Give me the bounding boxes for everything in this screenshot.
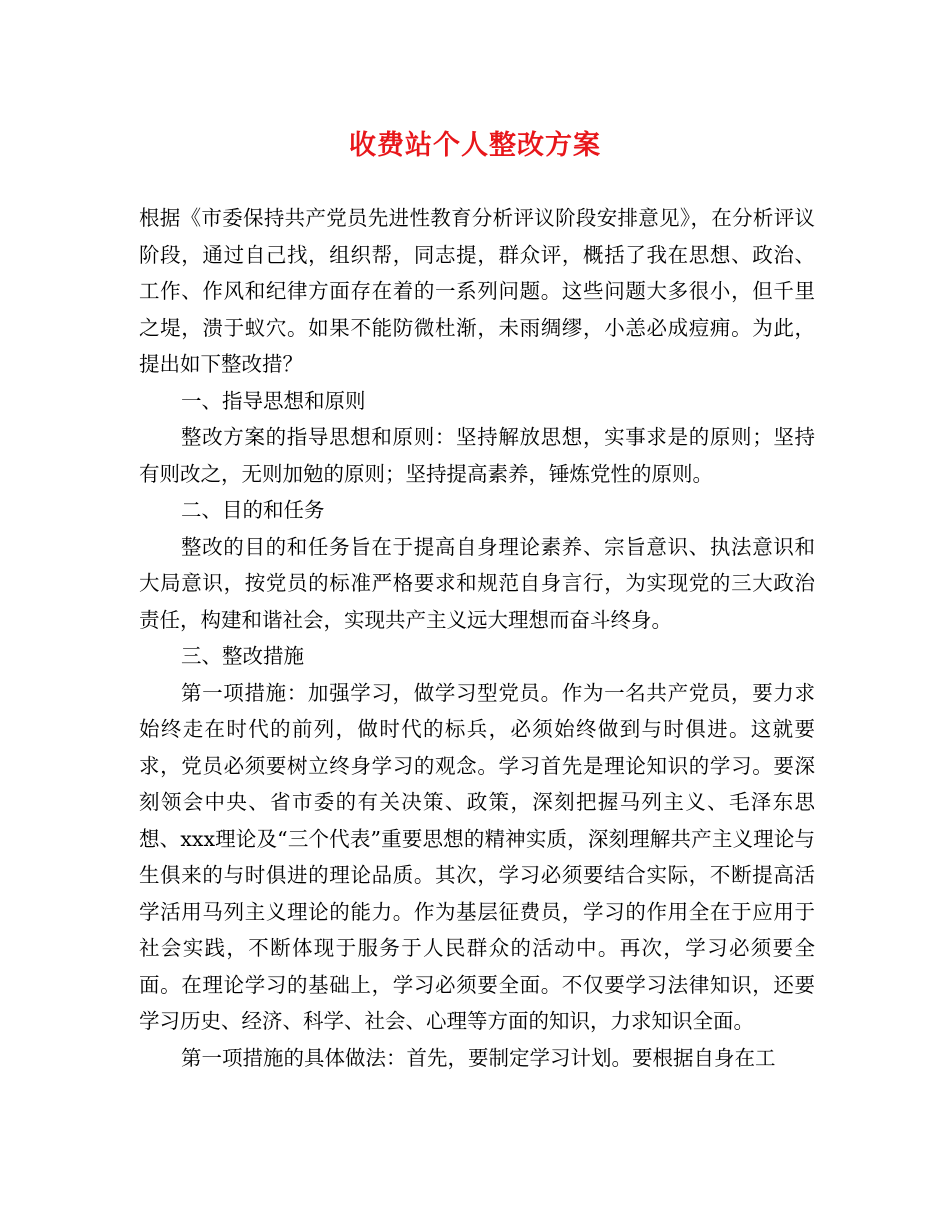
paragraph-guiding-principles: 整改方案的指导思想和原则：坚持解放思想，实事求是的原则；坚持有则改之，无则加勉的原则；坚持提高素养，锤炼党性的原则。: [139, 425, 815, 486]
paragraph-measure-1: 第一项措施：加强学习，做学习型党员。作为一名共产党员，要力求始终走在时代的前列，做时代的标兵，必须始终做到与时俱进。这就要求，党员必须要树立终身学习的观念。学习首先是理论知识的学习。要深刻领会中央、省市委的有关决策、政策，深刻把握马列主义、毛泽东思想、xxx理论及“三个代表”重要思想的精神实质，深刻理解共产主义理论与生俱来的与时俱进的理论品质。其次，学习必须要结合实际，不断提高活学活用马列主义理论的能力。作为基层征费员，学习的作用全在于应用于社会实践，不断体现于服务于人民群众的活动中。再次，学习必须要全面。在理论学习的基础上，学习必须要全面。不仅要学习法律知识，还要学习历史、经济、科学、社会、心理等方面的知识，力求知识全面。: [139, 680, 815, 1033]
paragraph-goals-tasks: 整改的目的和任务旨在于提高自身理论素养、宗旨意识、执法意识和大局意识，按党员的标准严格要求和规范自身言行，为实现党的三大政治责任，构建和谐社会，实现共产主义远大理想而奋斗终身。: [139, 534, 815, 632]
section-heading-1: 一、指导思想和原则: [181, 388, 366, 413]
document-body: [139, 200, 815, 1076]
document-title: 收费站个人整改方案: [349, 130, 601, 161]
section-heading-3: 三、整改措施: [181, 644, 304, 668]
section-heading-2: 二、目的和任务: [181, 498, 325, 522]
intro-paragraph: 根据《市委保持共产党员先进性教育分析评议阶段安排意见》，在分析评议阶段，通过自己找，组织帮，同志提，群众评，概括了我在思想、政治、工作、作风和纪律方面存在着的一系列问题。这些问题大多很小，但千里之堤，溃于蚁穴。如果不能防微杜渐，未雨绸缪，小恙必成痘痈。为此，提出如下整改措？: [139, 206, 815, 376]
paragraph-measure-1-practice: 第一项措施的具体做法：首先，要制定学习计划。要根据自身在工: [181, 1045, 776, 1070]
